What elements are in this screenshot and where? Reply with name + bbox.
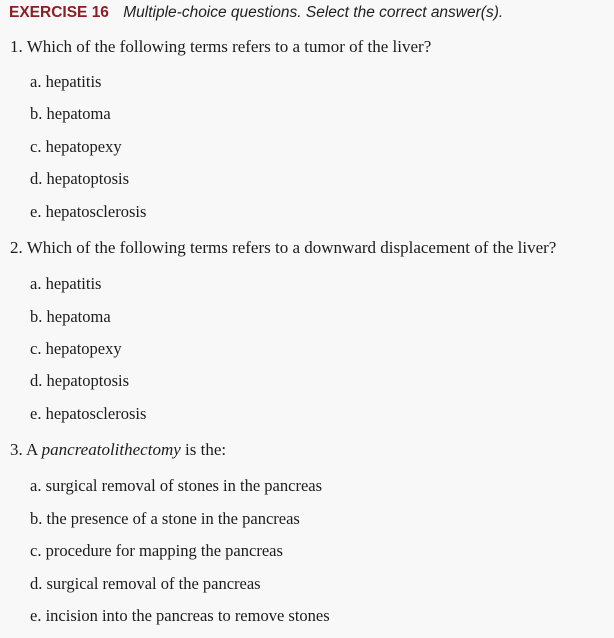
q1-option-a[interactable]: a. hepatitis [30,72,102,91]
q3-option-a[interactable]: a. surgical removal of stones in the pancreas [30,476,323,495]
exercise-header [9,4,503,22]
question-1-text: 1. Which of the following terms refers to a tumor of the liver? [10,37,432,56]
question-2-text: 2. Which of the following terms refers to a downward displacement of the liver? [10,238,557,257]
q2-option-d[interactable]: d. hepatoptosis [30,371,129,390]
q2-option-e[interactable]: e. hepatosclerosis [30,404,147,423]
q1-option-b[interactable]: b. hepatoma [30,104,111,123]
question-3-term: pancreatolithectomy [41,440,181,459]
exercise-label: EXERCISE 16 [9,4,109,21]
question-3-suffix: is the: [180,440,227,459]
q2-option-c[interactable]: c. hepatopexy [30,339,122,358]
q1-option-d[interactable]: d. hepatoptosis [30,169,129,188]
q3-option-c[interactable]: c. procedure for mapping the pancreas [30,541,283,560]
q3-option-d[interactable]: d. surgical removal of the pancreas [30,574,261,593]
q3-option-e[interactable]: e. incision into the pancreas to remove stones [30,606,330,625]
q1-option-e[interactable]: e. hepatosclerosis [30,202,147,221]
q3-option-b[interactable]: b. the presence of a stone in the pancreas [30,509,300,528]
q1-option-c[interactable]: c. hepatopexy [30,137,122,156]
question-3-prefix: 3. A [10,440,42,459]
question-3-text [10,440,226,460]
q2-option-b[interactable]: b. hepatoma [30,307,111,326]
q2-option-a[interactable]: a. hepatitis [30,274,102,293]
exercise-instruction: Multiple-choice questions. Select the correct answer(s). [123,4,504,21]
